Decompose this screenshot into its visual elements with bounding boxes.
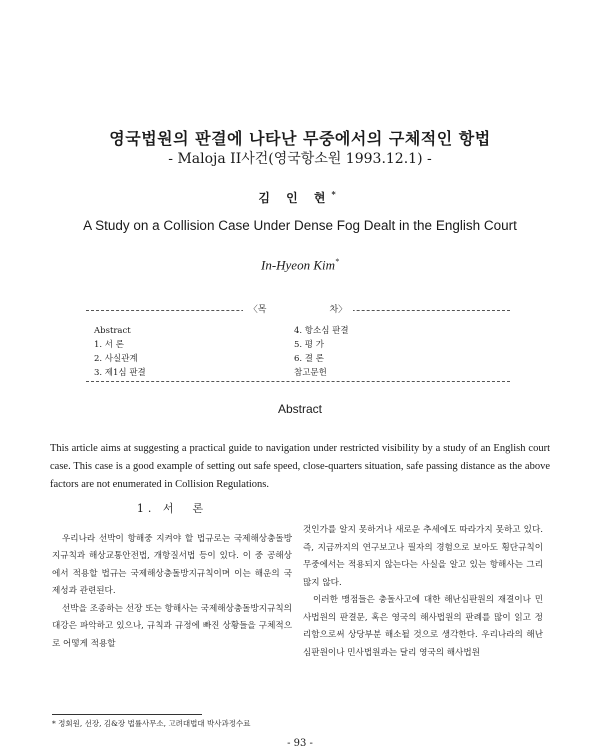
toc-item[interactable]: 5. 평 가: [294, 340, 324, 350]
toc-item[interactable]: 1. 서 론: [94, 340, 124, 350]
paper-subtitle-korean: - Maloja II사건(영국항소원 1993.12.1) -: [168, 151, 432, 167]
toc-item[interactable]: 6. 결 론: [294, 354, 324, 364]
body-paragraph: 우리나라 선박이 항해중 지켜야 할 법규로는 국제해상충돌방지규칙과 해상교통안전법, 개항질서법 등이 있다. 이 중 공해상에서 적용할 법규는 국제해상충돌방지규칙이며 이는 해운의 국제성과 관련된다.: [52, 533, 292, 596]
toc-item[interactable]: 참고문헌: [294, 368, 327, 378]
author-english: [0, 257, 600, 273]
paper-title-korean: 영국법원의 판결에 나타난 무중에서의 구체적인 항법: [109, 129, 491, 148]
footnote: * 정회원, 선장, 김&장 법률사무소, 고려대법대 박사과정수료: [52, 719, 251, 728]
toc-heading: 〈목 차〉: [86, 304, 510, 316]
toc-item[interactable]: 2. 사실관계: [94, 354, 138, 364]
toc-item[interactable]: Abstract: [94, 326, 131, 336]
toc-right-column: [294, 324, 349, 380]
toc-item[interactable]: 3. 제1심 판결: [94, 368, 146, 378]
footnote-divider: [52, 714, 202, 715]
body-left-column: [52, 500, 292, 653]
author-korean-footnote-mark: *: [331, 189, 342, 199]
author-korean: [0, 189, 600, 206]
body-paragraph: 선박을 조종하는 선장 또는 항해사는 국제해상충돌방지규칙의 대강은 파악하고 있으나, 규칙과 규정에 빠진 상황들을 구체적으로 어떻게 적용할: [52, 603, 292, 649]
section-heading: 1. 서 론: [136, 502, 208, 515]
abstract-heading: Abstract: [277, 402, 322, 416]
body-paragraph: 이러한 맹점들은 충돌사고에 대한 해난심판원의 재결이나 민사법원의 판결문, 혹은 영국의 해사법원의 판례를 많이 읽고 정리함으로써 상당부분 해소될 것으로 생각한다. 우리나라의 해난심판원이나 민사법원과는 달리 영국의 해사법원: [303, 595, 543, 658]
body-right-column: [303, 522, 543, 662]
table-of-contents: [86, 305, 510, 382]
author-english-name: In-Hyeon Kim: [260, 257, 335, 273]
page-number: - 93 -: [287, 738, 313, 749]
toc-item[interactable]: 4. 항소심 판결: [294, 326, 349, 336]
body-paragraph: 것인가를 알지 못하거나 새로운 추세에도 따라가지 못하고 있다. 즉, 지금까지의 연구보고나 필자의 경험으로 보아도 횡단규칙이 무중에서는 적용되지 않는다는 사실을 알고 있는 항해사는 그리 많지 않다.: [303, 525, 543, 588]
toc-left-column: [94, 324, 146, 380]
abstract-body: This article aims at suggesting a practical guide to navigation under restricted visibility by a study of an English court case. This case is a good example of setting out safe speed, close-quarters situation, safe passing distance as the above factors are not enumerated in Collision Regulations.: [50, 443, 550, 490]
paper-title-english: A Study on a Collision Case Under Dense Fog Dealt in the English Court: [83, 218, 517, 233]
author-english-footnote-mark: *: [335, 257, 339, 266]
author-korean-name: 김 인 현: [258, 191, 332, 205]
